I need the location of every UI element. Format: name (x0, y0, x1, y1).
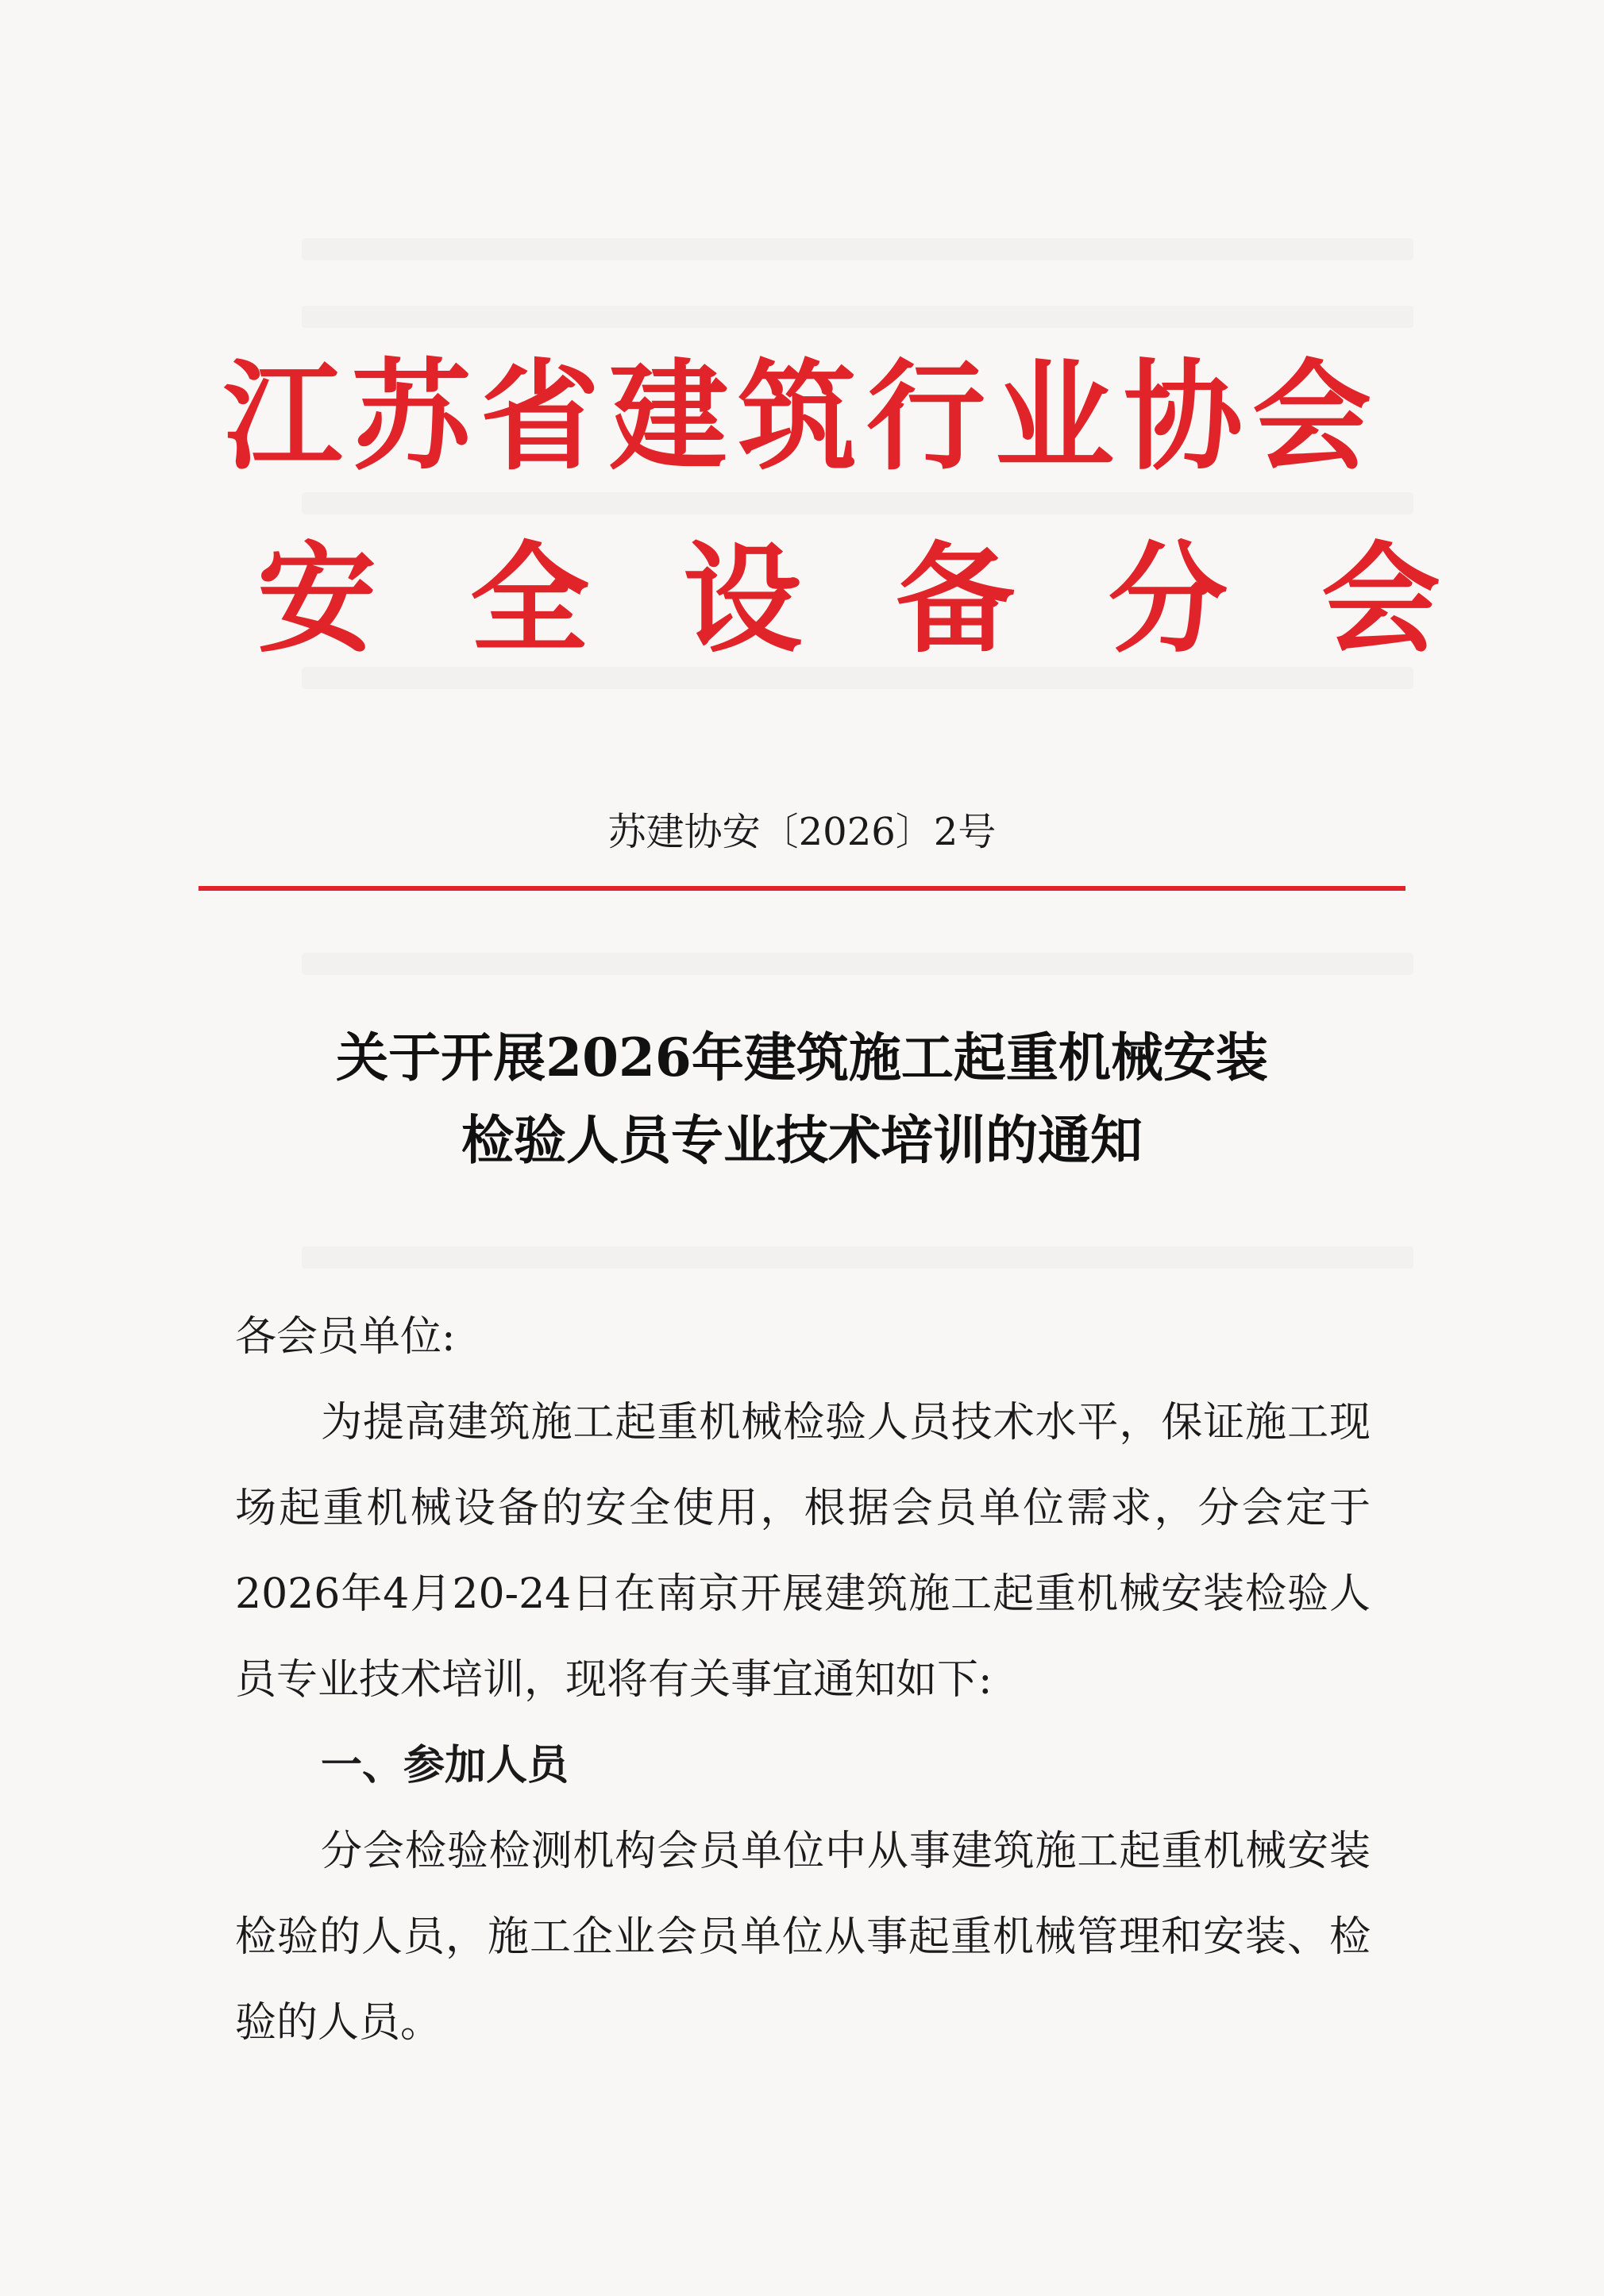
section-heading: 一、参加人员 (321, 1741, 569, 1789)
organization-branch: 安全设备分会 (256, 530, 1534, 669)
bleed-through-mark (302, 492, 1413, 514)
bleed-through-mark (302, 1246, 1413, 1269)
bleed-through-mark (302, 953, 1413, 975)
notice-title-line2: 检验人员专业技术培训的通知 (461, 1109, 1143, 1171)
header-divider (199, 886, 1405, 891)
salutation: 各会员单位: (235, 1313, 456, 1361)
bleed-through-mark (302, 238, 1413, 260)
body-paragraph: 分会检验检测机构会员单位中从事建筑施工起重机械安装检验的人员，施工企业会员单位从事起重机械管理和安装、检验的人员。 (235, 1828, 1371, 2047)
notice-title-line1: 关于开展2026年建筑施工起重机械安装 (336, 1027, 1268, 1088)
document-number: 苏建协安〔2026〕2号 (607, 810, 997, 854)
bleed-through-mark (302, 306, 1413, 328)
organization-name: 江苏省建筑行业协会 (222, 347, 1381, 487)
body-paragraph: 为提高建筑施工起重机械检验人员技术水平，保证施工现场起重机械设备的安全使用，根据会员单位需求，分会定于2026年4月20-24日在南京开展建筑施工起重机械安装检验人员专业技术培训，现将有关事宜通知如下: (235, 1399, 1371, 1704)
